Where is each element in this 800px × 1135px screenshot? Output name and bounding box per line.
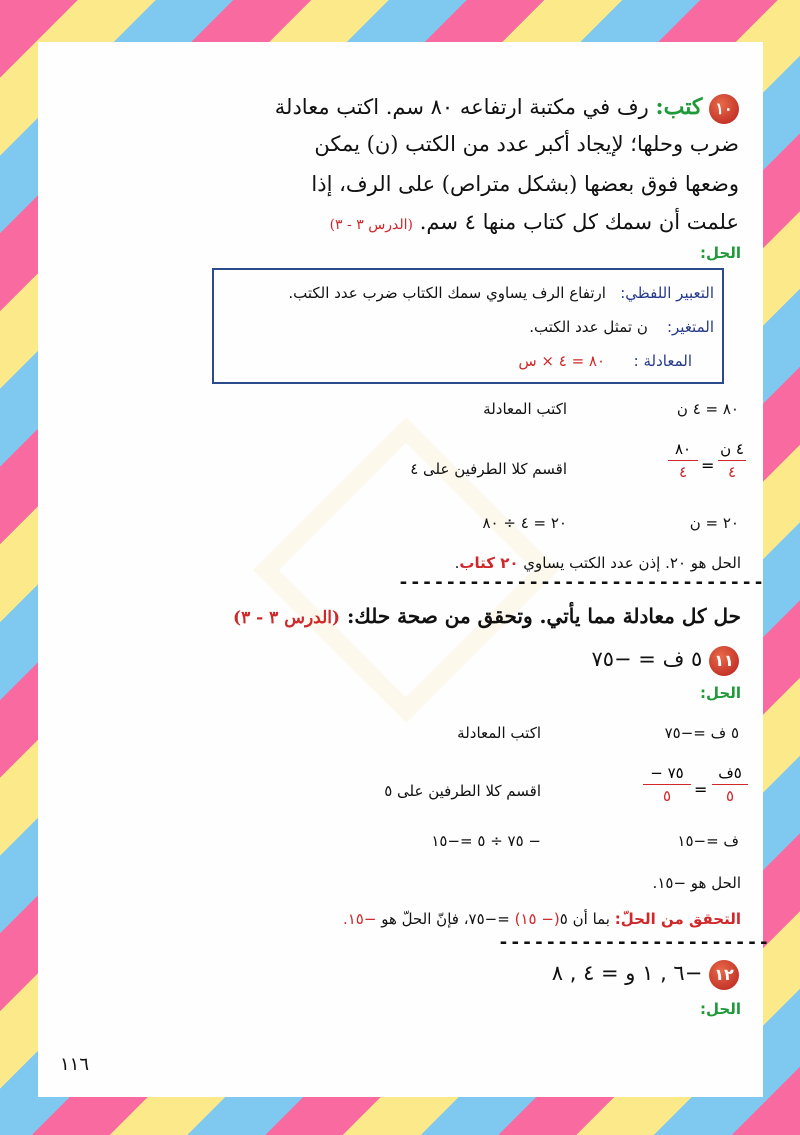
q10-conclusion-highlight: ٢٠ كتاب — [459, 554, 519, 572]
section-lesson-ref: (الدرس ٣ - ٣) — [233, 608, 341, 628]
q12-solution-label: الحل: — [700, 1000, 741, 1018]
q10-label: كتب: — [655, 94, 703, 120]
q10-step3-math: ٢٠ = ن — [689, 514, 739, 532]
q11-conclusion: الحل هو −١٥. — [652, 874, 741, 892]
q11-frac-right-den: ٥ — [725, 787, 735, 805]
q10-frac-left — [668, 440, 698, 481]
page-sheet — [38, 42, 771, 1097]
box-equation-label: المعادلة : — [633, 352, 692, 370]
q10-number-badge: ١٠ — [709, 94, 739, 124]
box-verbal-text: ارتفاع الرف يساوي سمك الكتاب ضرب عدد الكتب. — [288, 284, 606, 302]
equals-sign: = — [701, 456, 715, 475]
q10-text-4: علمت أن سمك كل كتاب منها ٤ سم. — [419, 210, 739, 234]
q10-step1-math: ٨٠ = ٤ ن — [676, 400, 739, 418]
q11-check-label: التحقق من الحلّ: — [614, 910, 741, 928]
box-verbal-label: التعبير اللفظي: — [620, 284, 714, 302]
q11-check-paren: (− ١٥) — [514, 910, 560, 928]
q11-step1-math: ٥ ف =−٧٥ — [664, 724, 739, 742]
q10-step3-note: ٢٠ = ٤ ÷ ٨٠ — [482, 514, 567, 532]
q11-check — [343, 910, 741, 928]
q10-frac-right-den: ٤ — [727, 463, 737, 481]
q11-step3-math: ف =−١٥ — [677, 832, 739, 850]
q11-solution-label: الحل: — [700, 684, 741, 702]
q10-line-1 — [275, 94, 739, 124]
q11-equation: ٥ ف = −٧٥ — [591, 647, 703, 671]
q11-step2-note: اقسم كلا الطرفين على ٥ — [384, 782, 541, 800]
q12-header — [552, 960, 739, 990]
q11-header — [591, 646, 739, 676]
divider-1: ------------------------------- — [398, 572, 765, 593]
q10-solution-label: الحل: — [700, 244, 741, 262]
q11-frac-left-den: ٥ — [662, 787, 672, 805]
q10-conclusion-text: الحل هو ٢٠. إذن عدد الكتب يساوي — [523, 554, 741, 572]
q11-check-rest: =−٧٥، فإنّ الحلّ هو — [381, 910, 510, 928]
box-variable-label: المتغير: — [666, 318, 714, 336]
q11-step1-note: اكتب المعادلة — [457, 724, 541, 742]
q12-equation: −٦ , ١ و = ٤ , ٨ — [551, 961, 703, 985]
q11-frac-right-num: ٥ف — [718, 764, 742, 782]
q11-check-text: بما أن ٥ — [559, 910, 610, 928]
q10-frac-left-num: ٨٠ — [674, 440, 692, 458]
q10-lesson-ref: (الدرس ٣ - ٣) — [329, 217, 414, 233]
box-equation-text: ٨٠ = ٤ × س — [518, 352, 606, 370]
fraction-bar — [643, 784, 691, 785]
q10-solution-box — [212, 268, 724, 384]
box-variable-text: ن تمثل عدد الكتب. — [529, 318, 648, 336]
q11-step3-note: − ٧٥ ÷ ٥ =−١٥ — [431, 832, 541, 850]
box-equation-row — [518, 352, 692, 370]
q10-step2-note: اقسم كلا الطرفين على ٤ — [410, 460, 567, 478]
q11-check-answer: −١٥. — [342, 910, 377, 928]
q11-frac-left — [643, 764, 691, 805]
q11-frac-left-num: ٧٥ − — [650, 764, 684, 782]
divider-2: ----------------------- — [498, 932, 771, 953]
q10-step1-note: اكتب المعادلة — [483, 400, 567, 418]
section-heading-text: حل كل معادلة مما يأتي. وتحقق من صحة حلك: — [347, 604, 741, 628]
q11-number-badge: ١١ — [709, 646, 739, 676]
fraction-bar — [712, 784, 748, 785]
q10-conclusion: الحل هو ٢٠. إذن عدد الكتب يساوي ٢٠ كتاب. — [454, 554, 741, 572]
q10-frac-right-num: ٤ ن — [720, 440, 744, 458]
q10-line-2: ضرب وحلها؛ لإيجاد أكبر عدد من الكتب (ن) يمكن — [314, 132, 739, 156]
fraction-bar — [668, 460, 698, 461]
q10-frac-left-den: ٤ — [678, 463, 688, 481]
q10-line-4 — [330, 210, 739, 234]
q10-text-1: رف في مكتبة ارتفاعه ٨٠ سم. اكتب معادلة — [274, 95, 649, 119]
q12-number-badge: ١٢ — [709, 960, 739, 990]
q10-line-3: وضعها فوق بعضها (بشكل متراص) على الرف، إذا — [311, 172, 739, 196]
box-verbal-row — [288, 284, 714, 302]
equals-sign: = — [694, 780, 708, 799]
page-number: ١١٦ — [60, 1054, 90, 1075]
q10-frac-right — [718, 440, 746, 481]
box-variable-row — [529, 318, 714, 336]
q11-frac-right — [712, 764, 748, 805]
section-heading — [233, 604, 741, 628]
fraction-bar — [718, 460, 746, 461]
